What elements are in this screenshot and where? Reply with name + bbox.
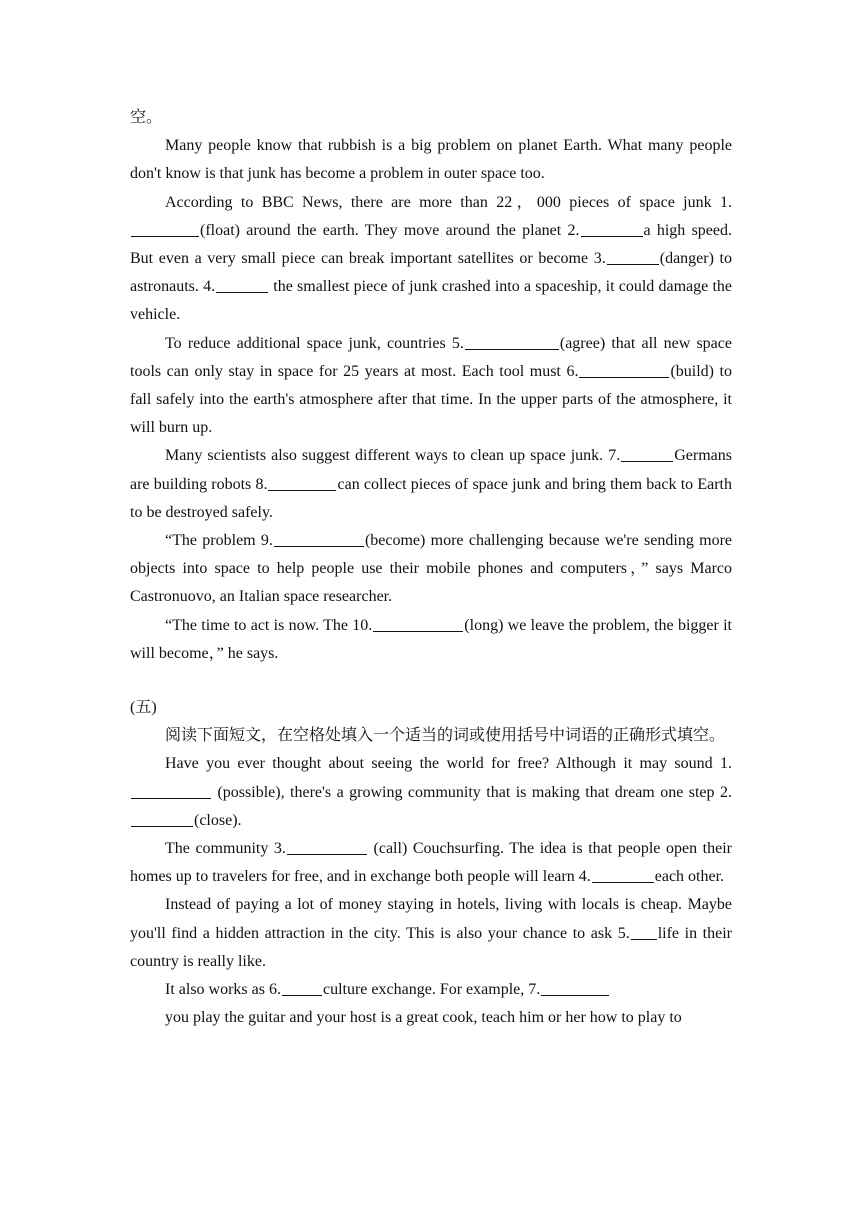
section4-paragraph-3: To reduce additional space junk, countries 5. (agree) that all new space tools can only stay in space for 25 years at most. Each tool must 6. (build) to fall safely into the earth's atmosphere after that time. In the upper parts of the atmosphere, it will burn up.	[130, 334, 733, 437]
section4-instruction-tail: 空。	[130, 109, 163, 126]
section4-paragraph-4: Many scientists also suggest different ways to clean up space junk. 7. Germans are building robots 8. can collect pieces of space junk and bring them back to Earth to be destroyed safely.	[130, 447, 732, 521]
blank-9[interactable]	[274, 530, 364, 547]
blank-2[interactable]	[581, 220, 643, 237]
blank-8[interactable]	[268, 474, 336, 491]
blank-s5-4[interactable]	[592, 866, 654, 883]
blank-s5-5[interactable]	[631, 923, 657, 940]
blank-1[interactable]	[131, 220, 199, 237]
section5-paragraph-4: It also works as 6. culture exchange. For example, 7.	[130, 976, 732, 1004]
blank-5[interactable]	[465, 333, 559, 350]
section5-heading: (五)	[130, 699, 157, 717]
blank-s5-1[interactable]	[131, 782, 211, 799]
blank-s5-6[interactable]	[282, 979, 322, 996]
blank-6[interactable]	[579, 361, 669, 378]
section5-paragraph-3: Instead of paying a lot of money staying in hotels, living with locals is cheap. Maybe you'll find a hidden attraction in the city. This is also your chance to ask 5. life in their country is really like.	[130, 896, 732, 970]
section5-paragraph-5: you play the guitar and your host is a great cook, teach him or her how to play to	[165, 1009, 682, 1027]
section4-paragraph-6: “The time to act is now. The 10. (long) we leave the problem, the bigger it will become，” he says.	[130, 616, 733, 662]
section4-paragraph-5: “The problem 9. (become) more challenging because we're sending more objects into space to help people use their mobile phones and computers，” says Marco Castronuovo, an Italian space researcher.	[130, 532, 733, 606]
section5-paragraph-2: The community 3. (call) Couchsurfing. The idea is that people open their homes up to travelers for free, and in exchange both people will learn 4. each other.	[130, 840, 732, 886]
section4-paragraph-1: Many people know that rubbish is a big problem on planet Earth. What many people don't know is that junk has become a problem in outer space too.	[130, 137, 732, 183]
blank-4[interactable]	[216, 276, 268, 293]
blank-s5-2[interactable]	[131, 810, 193, 827]
blank-s5-3[interactable]	[287, 838, 367, 855]
section5-paragraph-1: Have you ever thought about seeing the world for free? Although it may sound 1. (possible), there's a growing community that is making that dream one step 2.(close).	[130, 750, 732, 835]
blank-7[interactable]	[621, 445, 673, 462]
blank-s5-7[interactable]	[541, 979, 609, 996]
blank-3[interactable]	[607, 248, 659, 265]
blank-10[interactable]	[373, 615, 463, 632]
document-page	[130, 104, 732, 1033]
section5-instruction: 阅读下面短文，在空格处填入一个适当的词或使用括号中词语的正确形式填空。	[165, 727, 726, 745]
section4-paragraph-2: According to BBC News, there are more than 22，000 pieces of space junk 1. (float) around the earth. They move around the planet 2. a high speed. But even a very small piece can break important satellites or become 3. (danger) to astronauts. 4. the smallest piece of junk crashed into a spaceship, it could damage the vehicle.	[130, 193, 733, 324]
